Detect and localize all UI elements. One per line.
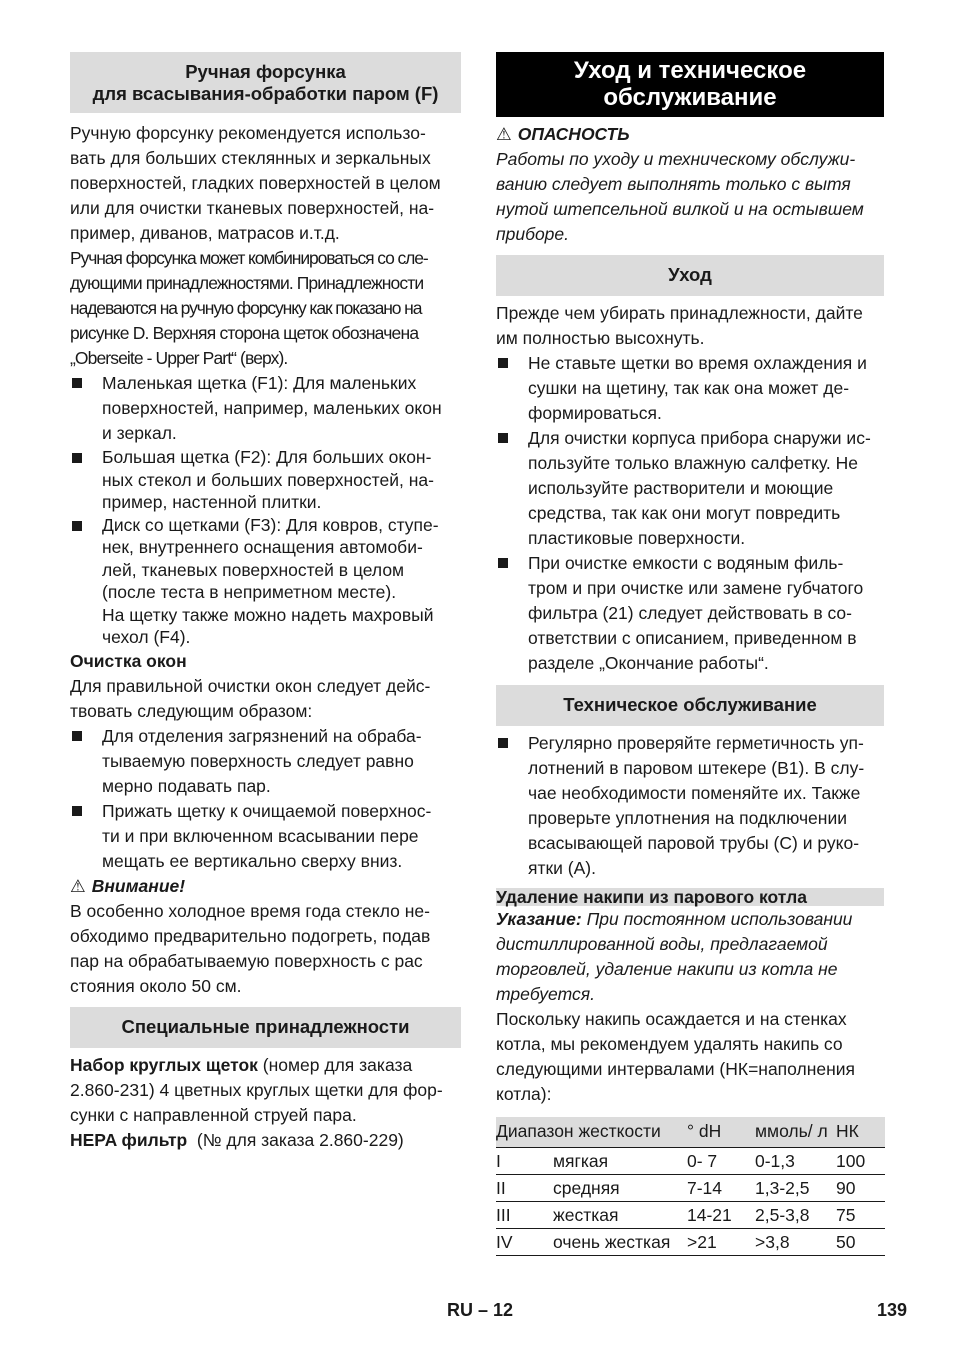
text-line: Поскольку накипь осаждается и на стенках: [496, 1009, 847, 1029]
text-line: и зеркал.: [102, 423, 177, 443]
list-item: [496, 351, 884, 426]
text-line: средства, так как они могут повредить: [528, 503, 841, 523]
text-line: котла, мы рекомендуем удалять накипь со: [496, 1034, 843, 1054]
warning-triangle-icon: ⚠: [70, 875, 86, 896]
text-line: приборе.: [496, 224, 569, 244]
text-line: твовать следующим образом:: [70, 700, 313, 721]
text-line: торговлей, удаление накипи из котла не: [496, 959, 838, 979]
accessories-text: [70, 1053, 461, 1153]
text-line: тром и при очистке или замене губчатого: [528, 578, 864, 598]
left-column: [70, 52, 461, 1153]
danger-label: ОПАСНОСТЬ: [517, 124, 630, 144]
text-line: обходимо предварительно подогреть, подав: [70, 925, 431, 946]
table-cell: II: [496, 1175, 553, 1202]
table-cell: 2,5-3,8: [755, 1202, 836, 1229]
table-cell: 1,3-2,5: [755, 1175, 836, 1202]
text-line: Для правильной очистки окон следует дейс-: [70, 675, 431, 696]
table-cell: IV: [496, 1229, 553, 1256]
table-cell: средняя: [553, 1175, 687, 1202]
text-line: пластиковые поверхности.: [528, 528, 746, 548]
text-line: [70, 1053, 461, 1078]
list-item: [496, 731, 884, 881]
descaling-text: [496, 1007, 884, 1107]
table-cell: 0- 7: [687, 1148, 755, 1175]
note-label: Указание:: [496, 909, 582, 929]
list-item: [70, 799, 461, 874]
text-line: формироваться.: [528, 403, 662, 423]
text-line: [496, 907, 884, 932]
text-line: Прежде чем убирать принадлежности, дайте: [496, 303, 863, 323]
text-line: фильтра (21) следует действовать в со-: [528, 603, 852, 623]
table-cell: 75: [836, 1202, 885, 1229]
table-row: [496, 1148, 885, 1175]
text-line: рисунке D. Верхняя сторона щеток обозначена: [70, 323, 419, 343]
text-line: сушки на щетину, так как она может де-: [528, 378, 850, 398]
text-line: пример, диванов, матрасов и.т.д.: [70, 223, 340, 243]
right-column: [496, 52, 884, 1256]
title-line: Ручная форсунка: [185, 61, 346, 82]
table-cell: 50: [836, 1229, 885, 1256]
table-row: [496, 1202, 885, 1229]
care-maintenance-title: [496, 52, 884, 117]
text-line: Прижать щетку к очищаемой поверхнос-: [102, 800, 432, 821]
text-line: им полностью высохнуть.: [496, 328, 705, 348]
text-line: пар на обрабатываемую поверхность с рас: [70, 950, 423, 971]
text-line: дистиллированной воды, предлагаемой: [496, 934, 828, 954]
table-cell: 7-14: [687, 1175, 755, 1202]
danger-text: [496, 147, 884, 247]
list-item: [496, 551, 884, 676]
text-line: или для очистки тканевых поверхностей, на-: [70, 198, 435, 218]
round-brush-label: Набор круглых щеток: [70, 1054, 258, 1075]
list-item: [70, 446, 461, 514]
text-line: [70, 1128, 461, 1153]
table-cell: 14-21: [687, 1202, 755, 1229]
list-item: [70, 371, 461, 446]
windows-intro: [70, 674, 461, 724]
text-line: дующими принадлежностями. Принадлежности: [70, 273, 424, 293]
text-line: При очистке емкости с водяным филь-: [528, 553, 844, 573]
text-line: поверхностей, гладких поверхностей в целом: [70, 173, 441, 193]
care-intro: [496, 301, 884, 351]
text-span: При постоянном использовании: [581, 909, 853, 929]
text-line: „Oberseite - Upper Part“ (верх).: [70, 348, 288, 368]
table-cell: >3,8: [755, 1229, 836, 1256]
page-section-label: RU – 12: [447, 1300, 514, 1320]
text-line: Для отделения загрязнений на обраба-: [102, 725, 422, 746]
text-line: следующими интервалами (НК=наполнения: [496, 1059, 856, 1079]
hepa-label: HEPA фильтр: [70, 1129, 188, 1150]
attention-text: [70, 899, 461, 999]
text-line: чехол (F4).: [102, 627, 191, 647]
text-line: В особенно холодное время года стекло не-: [70, 900, 430, 921]
attention-heading: [70, 874, 461, 899]
table-cell: 100: [836, 1148, 885, 1175]
table-header-row: [496, 1117, 885, 1148]
text-line: котла):: [496, 1084, 552, 1104]
text-line: Большая щетка (F2): Для больших окон-: [102, 447, 432, 467]
text-line: На щетку также можно надеть махровый: [102, 604, 434, 625]
text-line: нек, внутреннего оснащения автомоби-: [102, 537, 423, 557]
text-line: разделе „Окончание работы“.: [528, 653, 769, 673]
list-item: [70, 724, 461, 799]
windows-heading: Очистка окон: [70, 650, 187, 671]
text-line: тываемую поверхность следует равно: [102, 750, 414, 771]
text-line: всасывающей паровой трубы (C) и руко-: [528, 833, 860, 853]
text-line: ответствии с описанием, приведенном в: [528, 628, 857, 648]
windows-list: [70, 724, 461, 874]
warning-triangle-icon: ⚠: [496, 124, 512, 144]
list-item: [70, 514, 461, 649]
care-title: Уход: [496, 255, 884, 296]
header-cell: ммоль/ л: [755, 1117, 836, 1148]
table-cell: мягкая: [553, 1148, 687, 1175]
text-line: вать для больших стеклянных и зеркальных: [70, 148, 431, 168]
header-cell: Диапазон жесткости: [496, 1117, 687, 1148]
maintenance-list: [496, 731, 884, 881]
table-cell: III: [496, 1202, 553, 1229]
text-line: Регулярно проверяйте герметичность уп-: [528, 733, 864, 753]
maintenance-title: Техническое обслуживание: [496, 685, 884, 726]
text-line: ванию следует выполнять только с вытя: [496, 174, 851, 194]
text-line: лотнений в паровом штекере (B1). В слу-: [528, 758, 865, 778]
note-text: [496, 907, 884, 1007]
text-line: пользуйте только влажную салфетку. Не: [528, 453, 859, 473]
danger-heading: [496, 122, 884, 147]
special-accessories-title: Специальные принадлежности: [70, 1007, 461, 1048]
header-cell: НК: [836, 1117, 885, 1148]
text-line: (после теста в неприметном месте).: [102, 582, 397, 602]
text-line: лей, тканевых поверхностей в целом: [102, 559, 405, 580]
text-line: нутой штепсельной вилкой и на остывшем: [496, 199, 864, 219]
text-line: проверьте уплотнения на подключении: [528, 808, 848, 828]
page-number: 139: [877, 1300, 908, 1320]
text-line: используйте растворители и моющие: [528, 478, 834, 498]
table-row: [496, 1229, 885, 1256]
nozzle-section-title: [70, 52, 461, 113]
table-cell: >21: [687, 1229, 755, 1256]
text-line: Не ставьте щетки во время охлаждения и: [528, 353, 867, 373]
table-row: [496, 1175, 885, 1202]
text-span: (№ для заказа 2.860-229): [187, 1129, 404, 1150]
text-line: ятки (A).: [528, 858, 596, 878]
text-span: (номер для заказа: [257, 1054, 413, 1075]
text-line: сунки с направленной струей пара.: [70, 1104, 357, 1125]
brush-list: [70, 371, 461, 649]
care-list: [496, 351, 884, 676]
text-line: Диск со щетками (F3): Для ковров, ступе-: [102, 514, 439, 535]
table-cell: 90: [836, 1175, 885, 1202]
nozzle-intro: [70, 121, 461, 246]
title-line: Уход и техническое: [573, 57, 807, 84]
list-item: [496, 426, 884, 551]
text-line: стояния около 50 см.: [70, 975, 242, 996]
title-line: для всасывания-обработки паром (F): [92, 83, 439, 104]
text-line: требуется.: [496, 984, 595, 1004]
text-line: Ручная форсунка может комбинироваться со сле-: [70, 248, 428, 268]
hardness-table: [496, 1117, 885, 1256]
header-cell: ° dH: [687, 1117, 755, 1148]
text-line: пример, настенной плитки.: [102, 492, 322, 512]
table-cell: 0-1,3: [755, 1148, 836, 1175]
table-cell: жесткая: [553, 1202, 687, 1229]
descaling-title: Удаление накипи из парового котла: [496, 888, 884, 906]
text-line: 2.860-231) 4 цветных круглых щетки для фор-: [70, 1079, 443, 1100]
text-line: надеваются на ручную форсунку как показано на: [70, 298, 422, 318]
text-line: поверхностей, например, маленьких окон: [102, 398, 442, 418]
table-cell: I: [496, 1148, 553, 1175]
text-line: ти и при включенном всасывании пере: [102, 825, 419, 846]
text-line: мещать ее вертикально сверху вниз.: [102, 850, 403, 871]
text-line: Работы по уходу и техническому обслужи-: [496, 149, 856, 169]
attention-label: Внимание!: [91, 875, 186, 896]
text-line: Маленькая щетка (F1): Для маленьких: [102, 373, 417, 393]
text-line: чае необходимости поменяйте их. Также: [528, 783, 861, 803]
text-line: Ручную форсунку рекомендуется использо-: [70, 123, 426, 143]
text-line: Для очистки корпуса прибора снаружи ис-: [528, 428, 871, 448]
nozzle-combo-text: [70, 246, 461, 371]
text-line: ных стекол и больших поверхностей, на-: [102, 469, 434, 490]
text-line: мерно подавать пар.: [102, 775, 271, 796]
title-line: обслуживание: [603, 84, 777, 111]
table-cell: очень жесткая: [553, 1229, 687, 1256]
